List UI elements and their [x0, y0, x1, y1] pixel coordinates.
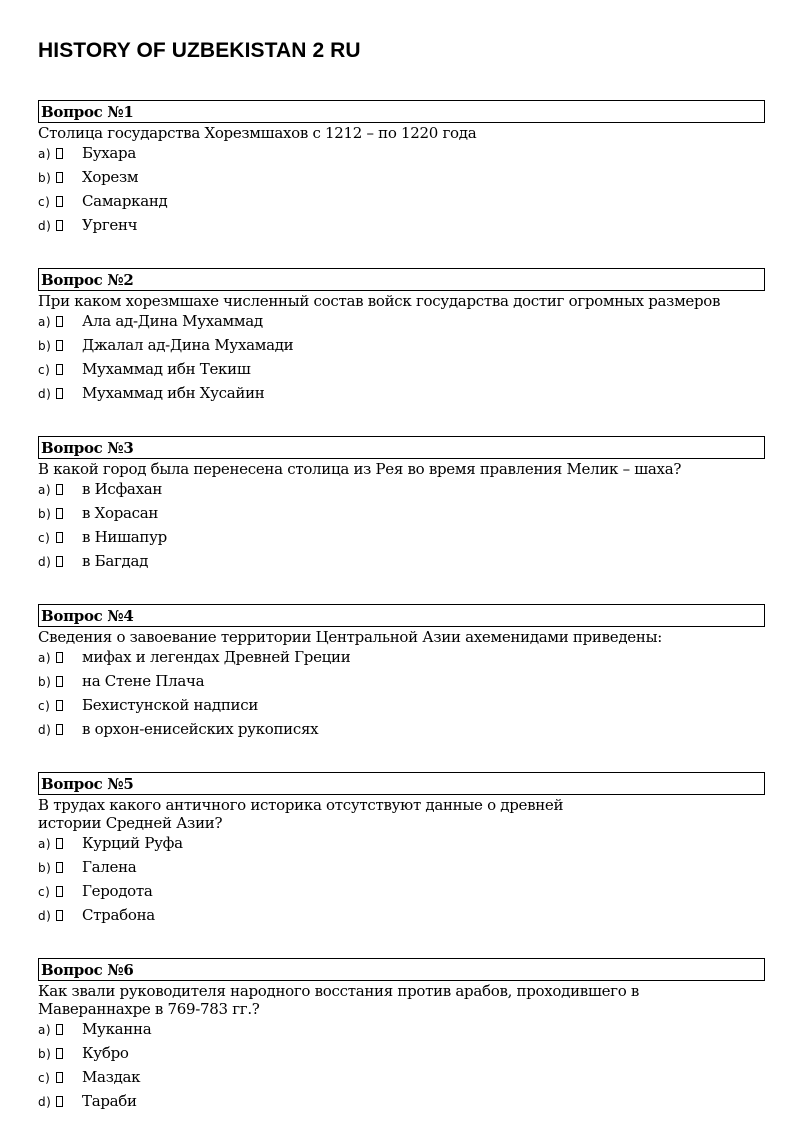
question-block: [38, 604, 765, 744]
option-text: Ала ад-Дина Мухаммад: [82, 312, 263, 330]
answer-option[interactable]: [38, 858, 765, 882]
answer-options: [38, 312, 765, 408]
answer-option[interactable]: [38, 696, 765, 720]
option-letter: a): [38, 837, 52, 851]
question-block: [38, 958, 765, 1116]
option-letter: a): [38, 315, 52, 329]
option-text: Мухаммад ибн Хусайин: [82, 384, 265, 402]
option-text: в Исфахан: [82, 480, 163, 498]
document-page: [38, 38, 765, 1144]
option-letter: b): [38, 861, 52, 875]
question-header: Вопрос №1: [38, 100, 765, 123]
option-letter: d): [38, 1095, 52, 1109]
option-letter: d): [38, 909, 52, 923]
option-letter: d): [38, 723, 52, 737]
option-letter: b): [38, 507, 52, 521]
question-block: [38, 772, 765, 930]
option-text: Тараби: [82, 1092, 137, 1110]
option-letter: a): [38, 147, 52, 161]
checkbox-icon[interactable]: [56, 700, 63, 711]
answer-option[interactable]: [38, 648, 765, 672]
answer-option[interactable]: [38, 528, 765, 552]
checkbox-icon[interactable]: [56, 196, 63, 207]
answer-option[interactable]: [38, 720, 765, 744]
checkbox-icon[interactable]: [56, 388, 63, 399]
option-letter: c): [38, 363, 51, 377]
option-text: Кубро: [82, 1044, 129, 1062]
answer-option[interactable]: [38, 1068, 765, 1092]
question-block: [38, 436, 765, 576]
answer-option[interactable]: [38, 312, 765, 336]
answer-option[interactable]: [38, 504, 765, 528]
answer-option[interactable]: [38, 882, 765, 906]
answer-option[interactable]: [38, 1020, 765, 1044]
question-header: Вопрос №3: [38, 436, 765, 459]
option-text: Курций Руфа: [82, 834, 183, 852]
checkbox-icon[interactable]: [56, 340, 63, 351]
option-text: Муканна: [82, 1020, 152, 1038]
answer-option[interactable]: [38, 906, 765, 930]
option-text: Маздак: [82, 1068, 141, 1086]
option-letter: b): [38, 675, 52, 689]
option-text: Бехистунской надписи: [82, 696, 259, 714]
question-block: [38, 100, 765, 240]
question-block: [38, 268, 765, 408]
answer-option[interactable]: [38, 1044, 765, 1068]
option-text: в Багдад: [82, 552, 149, 570]
option-text: Хорезм: [82, 168, 139, 186]
answer-option[interactable]: [38, 216, 765, 240]
checkbox-icon[interactable]: [56, 862, 63, 873]
option-text: Самарканд: [82, 192, 168, 210]
option-letter: a): [38, 651, 52, 665]
option-letter: c): [38, 885, 51, 899]
option-letter: c): [38, 699, 51, 713]
question-header: Вопрос №6: [38, 958, 765, 981]
option-text: мифах и легендах Древней Греции: [82, 648, 351, 666]
option-text: Галена: [82, 858, 137, 876]
answer-options: [38, 480, 765, 576]
checkbox-icon[interactable]: [56, 652, 63, 663]
option-letter: b): [38, 1047, 52, 1061]
answer-options: [38, 648, 765, 744]
question-text: В какой город была перенесена столица из Рея во время правления Мелик – шаха?: [38, 460, 682, 478]
answer-option[interactable]: [38, 1092, 765, 1116]
question-header: Вопрос №2: [38, 268, 765, 291]
checkbox-icon[interactable]: [56, 1048, 63, 1059]
document-title: HISTORY OF UZBEKISTAN 2 RU: [38, 39, 361, 62]
option-text: Геродота: [82, 882, 153, 900]
option-letter: c): [38, 531, 51, 545]
option-text: Бухара: [82, 144, 136, 162]
option-text: Джалал ад-Дина Мухамади: [82, 336, 294, 354]
option-letter: c): [38, 195, 51, 209]
option-letter: d): [38, 387, 52, 401]
question-text: Как звали руководителя народного восстания против арабов, проходившего в Мавераннахре в 769-783 гг.?: [38, 982, 640, 1018]
question-header: Вопрос №5: [38, 772, 765, 795]
checkbox-icon[interactable]: [56, 910, 63, 921]
checkbox-icon[interactable]: [56, 1024, 63, 1035]
answer-option[interactable]: [38, 384, 765, 408]
answer-option[interactable]: [38, 480, 765, 504]
checkbox-icon[interactable]: [56, 1072, 63, 1083]
answer-option[interactable]: [38, 552, 765, 576]
option-letter: d): [38, 555, 52, 569]
option-letter: c): [38, 1071, 51, 1085]
answer-options: [38, 144, 765, 240]
checkbox-icon[interactable]: [56, 220, 63, 231]
option-letter: b): [38, 339, 52, 353]
answer-option[interactable]: [38, 192, 765, 216]
checkbox-icon[interactable]: [56, 724, 63, 735]
checkbox-icon[interactable]: [56, 1096, 63, 1107]
checkbox-icon[interactable]: [56, 364, 63, 375]
checkbox-icon[interactable]: [56, 508, 63, 519]
question-text: При каком хорезмшахе численный состав войск государства достиг огромных размеров: [38, 292, 721, 310]
checkbox-icon[interactable]: [56, 532, 63, 543]
checkbox-icon[interactable]: [56, 316, 63, 327]
option-letter: a): [38, 1023, 52, 1037]
checkbox-icon[interactable]: [56, 148, 63, 159]
answer-option[interactable]: [38, 144, 765, 168]
question-text: В трудах какого античного историка отсутствуют данные о древней истории Средней Азии?: [38, 796, 564, 832]
option-letter: b): [38, 171, 52, 185]
option-text: Мухаммад ибн Текиш: [82, 360, 251, 378]
question-header: Вопрос №4: [38, 604, 765, 627]
answer-option[interactable]: [38, 168, 765, 192]
question-text: Столица государства Хорезмшахов с 1212 – по 1220 года: [38, 124, 477, 142]
answer-option[interactable]: [38, 834, 765, 858]
checkbox-icon[interactable]: [56, 676, 63, 687]
answer-option[interactable]: [38, 672, 765, 696]
option-text: Страбона: [82, 906, 155, 924]
option-letter: d): [38, 219, 52, 233]
checkbox-icon[interactable]: [56, 556, 63, 567]
answer-option[interactable]: [38, 336, 765, 360]
answer-option[interactable]: [38, 360, 765, 384]
checkbox-icon[interactable]: [56, 838, 63, 849]
option-letter: a): [38, 483, 52, 497]
answer-options: [38, 834, 765, 930]
checkbox-icon[interactable]: [56, 886, 63, 897]
checkbox-icon[interactable]: [56, 484, 63, 495]
question-text: Сведения о завоевание территории Центральной Азии ахеменидами приведены:: [38, 628, 662, 646]
option-text: на Стене Плача: [82, 672, 205, 690]
checkbox-icon[interactable]: [56, 172, 63, 183]
option-text: Ургенч: [82, 216, 138, 234]
answer-options: [38, 1020, 765, 1116]
question-list: [38, 100, 765, 1116]
option-text: в Хорасан: [82, 504, 159, 522]
option-text: в Нишапур: [82, 528, 167, 546]
option-text: в орхон-енисейских рукописях: [82, 720, 319, 738]
